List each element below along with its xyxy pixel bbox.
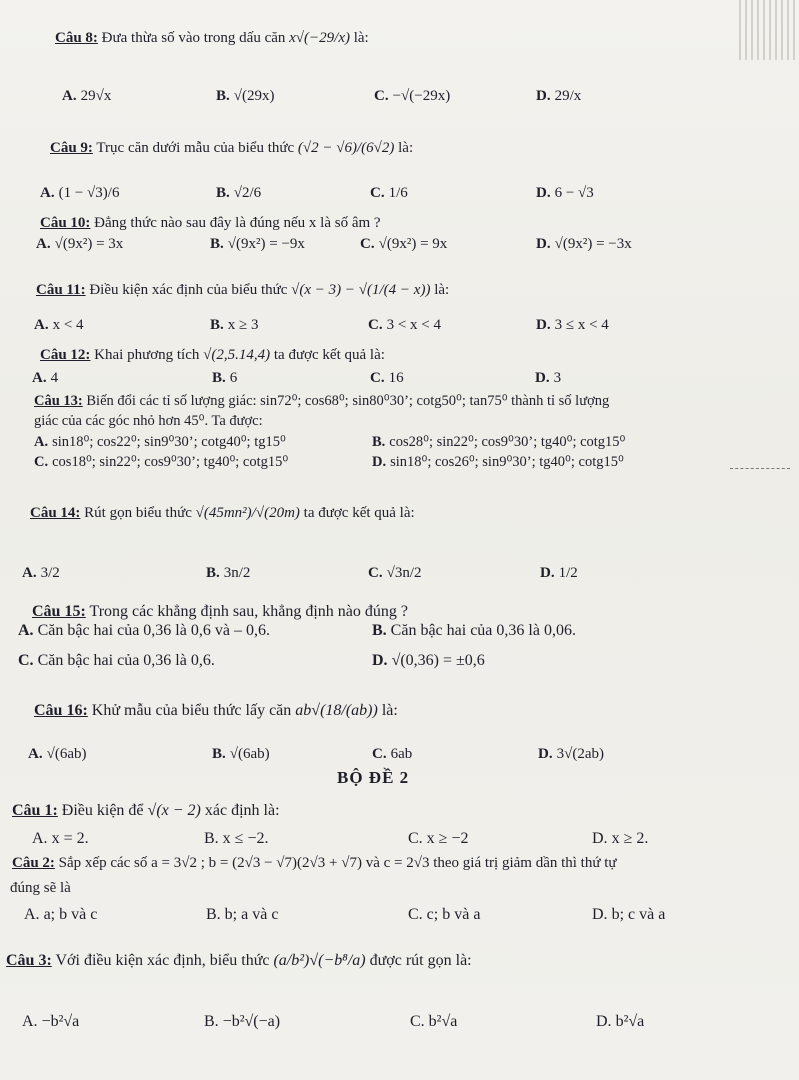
option-c: C. −√(−29x) — [374, 88, 451, 104]
option-d: D. √(9x²) = −3x — [536, 236, 632, 252]
option-b: B. 3n/2 — [206, 565, 251, 581]
question-tail: ta được kết quả là: — [273, 347, 385, 363]
question-tail: ta được kết quả là: — [303, 505, 415, 521]
question-number: Câu 11: — [36, 282, 86, 298]
option-c: C. 6ab — [372, 746, 413, 762]
question-expression: √(x − 3) − √(1/(4 − x)) — [291, 282, 431, 298]
option-b: B. 6 — [212, 370, 238, 386]
question-expression: x√(−29/x) — [289, 30, 350, 46]
option-a: A. 4 — [32, 370, 59, 386]
option-d: D. 1/2 — [540, 565, 578, 581]
question-number: Câu 2: — [12, 855, 55, 871]
option-d: D. 29/x — [536, 88, 582, 104]
option-c: C. √(9x²) = 9x — [360, 236, 448, 252]
option-d: D. √(0,36) = ±0,6 — [372, 652, 485, 669]
option-d: D. 3 ≤ x < 4 — [536, 317, 609, 333]
question-text: Điều kiện để — [61, 802, 144, 819]
option-d: D. 6 − √3 — [536, 185, 594, 201]
option-d: D. b; c và a — [592, 906, 666, 923]
question-expression: (a/b²)√(−b⁸/a) — [273, 952, 366, 969]
question-tail: xác định là: — [204, 802, 280, 819]
option-b: B. −b²√(−a) — [204, 1013, 281, 1030]
question-3 — [6, 952, 472, 970]
option-d: D. 3√(2ab) — [538, 746, 604, 762]
question-2-line2: đúng sẽ là — [10, 880, 71, 896]
section-title: BỘ ĐỀ 2 — [337, 768, 410, 787]
option-b: B. √(29x) — [216, 88, 275, 104]
option-c: C. cos18⁰; sin22⁰; cos9⁰30’; tg40⁰; cotg15⁰ — [34, 454, 289, 470]
question-tail: là: — [398, 140, 414, 156]
question-number: Câu 10: — [40, 215, 91, 231]
option-d: D. sin18⁰; cos26⁰; sin9⁰30’; tg40⁰; cotg15⁰ — [372, 454, 624, 470]
option-b: B. x ≤ −2. — [204, 830, 269, 847]
question-text: Khai phương tích — [94, 347, 200, 363]
question-text: Biến đổi các tỉ số lượng giác: sin72⁰; cos68⁰; sin80⁰30’; cotg50⁰; tan75⁰ thành tỉ số lượng — [86, 393, 610, 409]
option-a: A. (1 − √3)/6 — [40, 185, 120, 201]
question-tail: theo giá trị giảm dần thì thứ tự — [433, 855, 617, 871]
question-11 — [36, 282, 449, 299]
option-a: A. 3/2 — [22, 565, 60, 581]
question-number: Câu 13: — [34, 393, 83, 409]
question-number: Câu 3: — [6, 952, 52, 969]
option-b: B. √(6ab) — [212, 746, 270, 762]
question-14 — [30, 505, 415, 522]
question-tail: là: — [434, 282, 450, 298]
question-number: Câu 12: — [40, 347, 91, 363]
option-d: D. x ≥ 2. — [592, 830, 649, 847]
option-c: C. 3 < x < 4 — [368, 317, 442, 333]
question-13 — [34, 393, 609, 410]
option-d: D. b²√a — [596, 1013, 645, 1030]
option-a: A. a; b và c — [24, 906, 98, 923]
option-a: A. x = 2. — [32, 830, 89, 847]
option-b: B. b; a và c — [206, 906, 279, 923]
option-c: C. b²√a — [410, 1013, 458, 1030]
question-number: Câu 14: — [30, 505, 81, 521]
option-c: C. c; b và a — [408, 906, 481, 923]
question-tail: được rút gọn là: — [369, 952, 472, 969]
question-text: Điều kiện xác định của biểu thức — [89, 282, 288, 298]
question-2 — [12, 855, 617, 872]
question-number: Câu 1: — [12, 802, 58, 819]
question-expression: a = 3√2 ; b = (2√3 − √7)(2√3 + √7) và c = 2√3 — [151, 855, 430, 871]
option-b: B. Căn bậc hai của 0,36 là 0,06. — [372, 622, 576, 639]
question-8 — [55, 30, 369, 47]
question-15 — [32, 603, 408, 621]
question-text: Đẳng thức nào sau đây là đúng nếu x là số âm ? — [94, 215, 381, 231]
option-c: C. 1/6 — [370, 185, 408, 201]
option-b: B. x ≥ 3 — [210, 317, 259, 333]
option-c: C. x ≥ −2 — [408, 830, 469, 847]
question-expression: √(x − 2) — [147, 802, 201, 819]
question-text: Sắp xếp các số — [58, 855, 148, 871]
question-number: Câu 15: — [32, 603, 86, 620]
question-text: Khử mẫu của biểu thức lấy căn — [91, 702, 292, 719]
dotted-line — [730, 468, 790, 469]
question-text: Rút gọn biểu thức — [84, 505, 192, 521]
question-text: Trong các khẳng định sau, khẳng định nào đúng ? — [89, 603, 408, 620]
question-text: Đưa thừa số vào trong dấu căn — [101, 30, 286, 46]
question-number: Câu 8: — [55, 30, 98, 46]
question-expression: √(2,5.14,4) — [203, 347, 271, 363]
option-a: A. √(9x²) = 3x — [36, 236, 124, 252]
option-a: A. −b²√a — [22, 1013, 80, 1030]
option-c: C. 16 — [370, 370, 404, 386]
option-b: B. √2/6 — [216, 185, 262, 201]
question-12 — [40, 347, 385, 364]
question-text: Trục căn dưới mẫu của biểu thức — [96, 140, 295, 156]
option-a: A. √(6ab) — [28, 746, 87, 762]
paper-edge-decoration — [739, 0, 799, 60]
question-expression: √(45mn²)/√(20m) — [195, 505, 300, 521]
option-a: A. Căn bậc hai của 0,36 là 0,6 và – 0,6. — [18, 622, 270, 639]
option-c: C. √3n/2 — [368, 565, 422, 581]
option-a: A. x < 4 — [34, 317, 84, 333]
option-a: A. 29√x — [62, 88, 112, 104]
question-16 — [34, 702, 398, 720]
option-b: B. √(9x²) = −9x — [210, 236, 305, 252]
option-a: A. sin18⁰; cos22⁰; sin9⁰30’; cotg40⁰; tg15⁰ — [34, 434, 286, 450]
question-number: Câu 16: — [34, 702, 88, 719]
question-text: Với điều kiện xác định, biểu thức — [55, 952, 270, 969]
option-c: C. Căn bậc hai của 0,36 là 0,6. — [18, 652, 215, 669]
question-expression: (√2 − √6)/(6√2) — [297, 140, 395, 156]
question-expression: ab√(18/(ab)) — [295, 702, 378, 719]
question-tail: là: — [381, 702, 398, 719]
option-d: D. 3 — [535, 370, 562, 386]
question-number: Câu 9: — [50, 140, 93, 156]
question-13-line2: giác của các góc nhỏ hơn 45⁰. Ta được: — [34, 413, 263, 429]
question-1 — [12, 802, 280, 820]
question-tail: là: — [353, 30, 369, 46]
question-9 — [50, 140, 413, 157]
question-10 — [40, 215, 381, 232]
option-b: B. cos28⁰; sin22⁰; cos9⁰30’; tg40⁰; cotg15⁰ — [372, 434, 626, 450]
